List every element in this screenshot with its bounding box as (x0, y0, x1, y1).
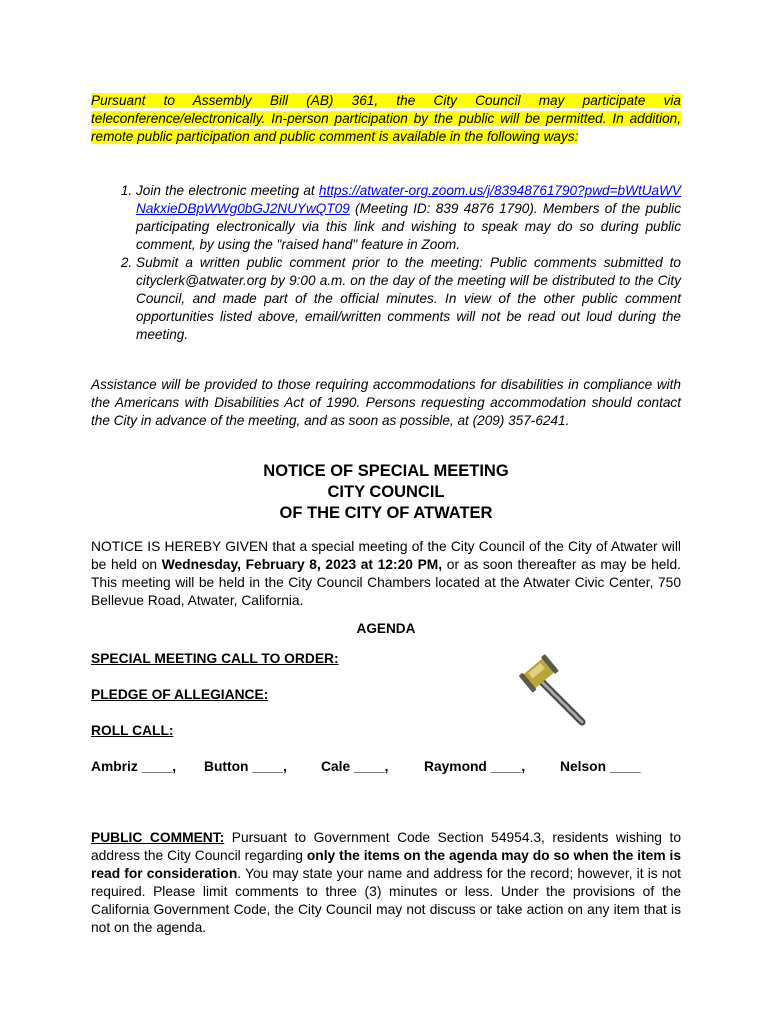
agenda-heading: AGENDA (356, 621, 416, 636)
join-prefix: Join the electronic meeting at (136, 183, 319, 198)
public-comment-paragraph (91, 829, 681, 937)
roll-call-member: Cale ____, (321, 759, 389, 774)
title-line-3: OF THE CITY OF ATWATER (279, 504, 493, 522)
title-line-1: NOTICE OF SPECIAL MEETING (263, 462, 509, 480)
join-suffix: (Meeting ID: 839 4876 1790). Members of the public participating electronically via this link and wishing to speak may do so during public comment, by using the "raised hand" feature in Zoom. (136, 201, 681, 252)
notice-text-2: or as soon thereafter as may be held. This meeting will be held in the City Council Chambers located at the Atwater Civic Center, 750 Bellevue Road, Atwater, California. (91, 557, 681, 608)
page-title (91, 461, 681, 524)
meeting-date: Wednesday, February 8, 2023 at 12:20 PM, (161, 557, 443, 572)
roll-call-member: Ambriz ____, (91, 759, 177, 774)
ab361-notice-text: Pursuant to Assembly Bill (AB) 361, the City Council may participate via teleconference/electronically. In-person participation by the public will be permitted. In addition, remote public participation and public comment is available in the following ways: (91, 93, 681, 144)
notice-text-1: NOTICE IS HEREBY GIVEN that a special meeting of the City Council of the City of Atwater will be held on (91, 539, 681, 572)
participation-list (91, 182, 681, 344)
meeting-notice (91, 538, 681, 610)
public-comment-text-2: . You may state your name and address for the record; however, it is not required. Please limit comments to three (3) minutes or less. Under the provisions of the California Government Code, the City Council may not discuss or take action on any item that is not on the agenda. (91, 866, 681, 935)
zoom-meeting-link[interactable]: https://atwater-org.zoom.us/j/83948761790?pwd=bWtUaWVNakxieDBpWWg0bGJ2NUYwQT09 (136, 183, 681, 216)
public-comment-emphasis: only the items on the agenda may do so when the item is read for consideration (91, 848, 682, 881)
public-comment-text-1: Pursuant to Government Code Section 54954.3, residents wishing to address the City Council regarding (91, 830, 682, 863)
accessibility-notice: Assistance will be provided to those requiring accommodations for disabilities in compliance with the Americans with Disabilities Act of 1990. Persons requesting accommodation should contact the City in advance of the meeting, and as soon as possible, at (209) 357-6241. (91, 377, 681, 428)
roll-call-member: Raymond ____, (424, 759, 526, 774)
roll-call-member: Nelson ____ (560, 759, 641, 774)
roll-call-member: Button ____, (204, 759, 287, 774)
title-line-2: CITY COUNCIL (327, 483, 445, 501)
list-item-written-comment: 2. Submit a written public comment prior to the meeting: Public comments submitted to cityclerk@atwater.org by 9:00 a.m. on the day of the meeting will be distributed to the City Council, and made part of the official minutes. In view of the other public comment opportunities listed above, email/written comments will not be read out loud during the meeting. (136, 254, 681, 344)
list-item-join-meeting (136, 182, 681, 254)
call-to-order-heading: SPECIAL MEETING CALL TO ORDER: (91, 651, 339, 666)
gavel-icon (518, 652, 592, 728)
pledge-heading: PLEDGE OF ALLEGIANCE: (91, 687, 269, 702)
public-comment-label: PUBLIC COMMENT: (91, 830, 225, 845)
roll-call-heading: ROLL CALL: (91, 723, 174, 738)
ab361-notice (91, 92, 681, 146)
